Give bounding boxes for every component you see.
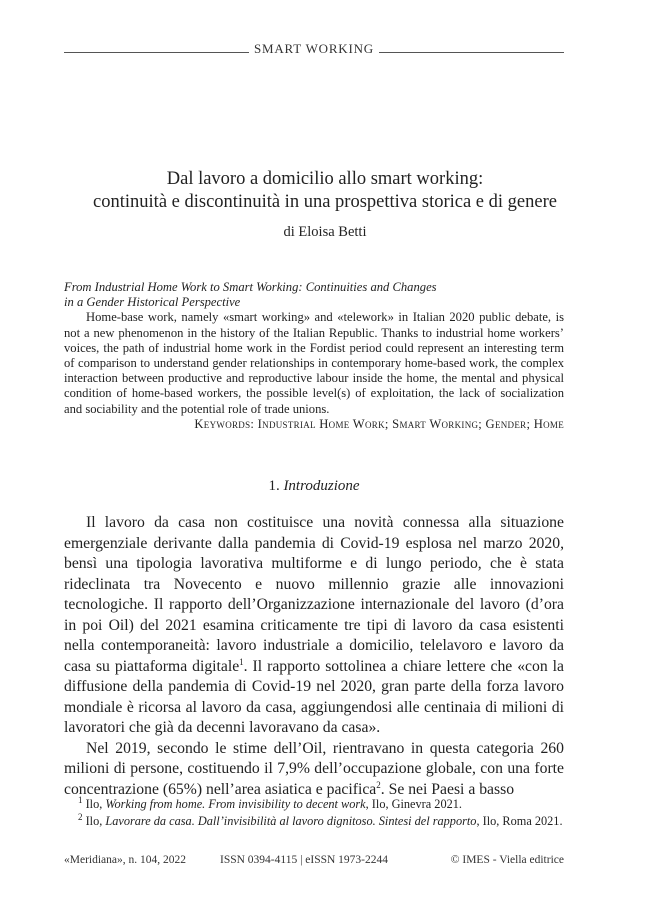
section-number: 1. — [268, 478, 280, 494]
footnote-ref-1[interactable]: 1 — [239, 656, 244, 667]
footnote-2-italic: Lavorare da casa. Dall’invisibilità al lavoro dignitoso. Sintesi del rapporto — [105, 814, 477, 828]
article-title-line-1: Dal lavoro a domicilio allo smart working: — [166, 169, 484, 189]
abstract — [64, 280, 564, 432]
paragraph-1-text-a: Il lavoro da casa non costituisce una novità connessa alla situazione emergenziale derivante dalla pandemia di Covid-19 esplosa nel marzo 2020, bensì una tipologia lavorativa multiforme e di lungo periodo, che è stata rideclinata tra Novecento e nuovo millennio grazie alle innovazioni tecnologiche. Il rapporto dell’Organizzazione internazionale del lavoro (d’ora in poi Oil) del 2021 esamina criticamente tre tipi di lavoro da casa esistenti nella contemporaneità: lavoro industriale a domicilio, telelavoro e lavoro da casa su piattaforma digitale — [64, 514, 564, 675]
footer-publisher: © IMES - Viella editrice — [450, 854, 564, 866]
header-rule-right — [379, 52, 564, 53]
footnote-2 — [64, 813, 564, 830]
abstract-keywords: Keywords: Industrial Home Work; Smart Working; Gender; Home — [194, 416, 564, 431]
footnotes — [64, 796, 564, 830]
article-title-line-2: continuità e discontinuità in una prospettiva storica e di genere — [93, 192, 557, 212]
footnote-2-pre: Ilo, — [85, 814, 106, 828]
footer-issn: ISSN 0394-4115 | eISSN 1973-2244 — [220, 854, 388, 866]
paragraph-2-text-b: . Se nei Paesi a basso — [380, 780, 515, 798]
paragraph-1-text-b: . Il rapporto sottolinea a chiare lettere che «con la diffusione della pandemia di Covid-19 nel 2020, gran parte della forza lavoro mondiale è ricorsa al lavoro da casa, aggiungendosi alle centinaia di milioni di lavoratori che già da decenni lavoravano da casa». — [64, 657, 564, 736]
article-title — [40, 168, 610, 214]
page-footer — [64, 854, 564, 870]
footnote-1 — [64, 796, 564, 813]
footnote-number-2: 2 — [78, 811, 83, 822]
paragraph-2-text-a: Nel 2019, secondo le stime dell’Oil, rientravano in questa categoria 260 milioni di persone, costituendo il 7,9% dell’occupazione globale, con una forte concentrazione (65%) nell’area asiatica e pacifica — [64, 739, 564, 798]
running-header — [64, 41, 564, 59]
paragraph-1 — [64, 513, 564, 739]
footnote-1-italic: Working from home. From invisibility to decent work — [105, 797, 366, 811]
footnote-2-post: , Ilo, Roma 2021. — [476, 814, 563, 828]
article-author: di Eloisa Betti — [283, 224, 367, 240]
main-text — [64, 513, 564, 800]
footnote-1-pre: Ilo, — [85, 797, 106, 811]
running-header-text: SMART WORKING — [253, 41, 374, 56]
footnote-ref-2[interactable]: 2 — [376, 779, 381, 790]
paragraph-2 — [64, 739, 564, 801]
abstract-english-title-line-2: in a Gender Historical Perspective — [64, 295, 241, 310]
footnote-number-1: 1 — [78, 794, 83, 805]
footer-journal-citation: «Meridiana», n. 104, 2022 — [64, 854, 187, 866]
abstract-english-title-line-1: From Industrial Home Work to Smart Working: Continuities and Changes — [64, 280, 437, 294]
footnote-1-post: , Ilo, Ginevra 2021. — [365, 797, 462, 811]
section-heading — [64, 478, 564, 495]
section-title: Introduzione — [283, 478, 360, 494]
abstract-body: Home-base work, namely «smart working» and «telework» in Italian 2020 public debate, is not a new phenomenon in the history of the Italian Republic. Thanks to industrial home workers’ voices, the path of industrial home work in the Fordist period could represent an interesting term of comparison to understand gender relationships in contemporary home-based work, the complex interaction between productive and reproductive labour inside the home, the mental and physical condition of home-based workers, the possible level(s) of exploitation, the lack of socialization and sociability and the potential role of trade unions. — [64, 310, 564, 416]
